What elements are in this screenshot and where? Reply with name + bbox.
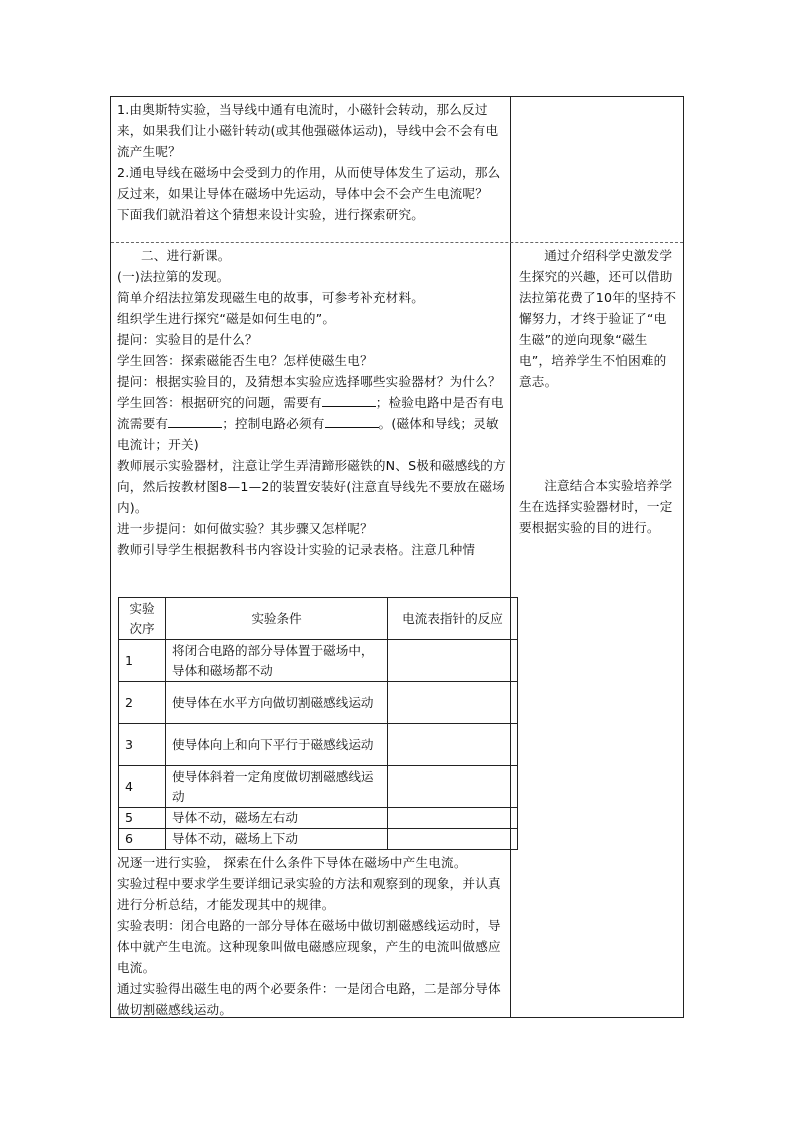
table-row [119, 640, 518, 682]
note-text: 通过介绍科学史激发学生探究的兴趣，还可以借助法拉第花费了10年的坚持不懈努力，才终于验证了“电生磁”的逆向现象“磁生电”，培养学生不怕困难的意志。 [519, 248, 677, 389]
row-condition: 使导体在水平方向做切割磁感线运动 [166, 682, 388, 724]
row-reaction [388, 808, 518, 829]
header-order: 实验次序 [119, 598, 166, 640]
row-number: 4 [119, 766, 166, 808]
row-number: 6 [119, 829, 166, 850]
table-row [119, 766, 518, 808]
table-row [119, 682, 518, 724]
table-row [119, 829, 518, 850]
conclusion-text [117, 852, 509, 1020]
lesson-paragraph: 通过实验得出磁生电的两个必要条件：一是闭合电路，二是部分导体做切割磁感线运动。 [117, 981, 501, 1017]
intro-question-1: 1.由奥斯特实验，当导线中通有电流时，小磁针会转动，那么反过来，如果我们让小磁针转动(或其他强磁体运动)，导线中会不会有电流产生呢？ [117, 102, 499, 159]
row-reaction [388, 724, 518, 766]
table-row [119, 808, 518, 829]
row-divider [111, 242, 683, 243]
lesson-plan-table [110, 96, 684, 1018]
lesson-paragraph: 简单介绍法拉第发现磁生电的故事，可参考补充材料。 [117, 290, 425, 305]
fill-blank-1 [322, 394, 376, 407]
column-divider [510, 97, 511, 1017]
answer-text-c: ；控制电路必须有 [222, 416, 325, 431]
subsection-heading: (一)法拉第的发现。 [117, 269, 230, 284]
answer-text-d: 。(磁体和导线；灵敏电流计；开关) [117, 416, 499, 452]
student-answer: 学生回答：探索磁能否生电？怎样使磁生电？ [117, 353, 373, 368]
row-reaction [388, 640, 518, 682]
row-reaction [388, 829, 518, 850]
row-condition: 使导体向上和向下平行于磁感线运动 [166, 724, 388, 766]
teaching-note [519, 475, 677, 538]
lesson-question: 进一步提问：如何做实验？其步骤又怎样呢？ [117, 521, 373, 536]
fill-blank-3 [325, 415, 379, 428]
lesson-paragraph: 组织学生进行探究“磁是如何生电的”。 [117, 311, 336, 326]
row-reaction [388, 682, 518, 724]
intro-question-2: 2.通电导线在磁场中会受到力的作用，从而使导体发生了运动，那么反过来，如果让导体在磁场中先运动，导体中会不会产生电流呢？ [117, 165, 501, 201]
header-condition: 实验条件 [166, 598, 388, 640]
row-condition: 导体不动，磁场上下动 [166, 829, 388, 850]
answer-text-a: 学生回答：根据研究的问题，需要有 [117, 395, 322, 410]
row-condition: 将闭合电路的部分导体置于磁场中，导体和磁场都不动 [166, 640, 388, 682]
row-condition: 使导体斜着一定角度做切割磁感线运动 [166, 766, 388, 808]
fill-blank-2 [168, 415, 222, 428]
row-number: 1 [119, 640, 166, 682]
row-number: 3 [119, 724, 166, 766]
intro-cell [117, 99, 509, 225]
note-text: 注意结合本实验培养学生在选择实验器材时，一定要根据实验的目的进行。 [519, 478, 673, 535]
experiment-record-table [118, 597, 518, 850]
student-answer-fill-blank [117, 392, 509, 455]
intro-closing: 下面我们就沿着这个猜想来设计实验，进行探索研究。 [117, 207, 425, 222]
row-condition: 导体不动，磁场左右动 [166, 808, 388, 829]
new-lesson-cell [117, 245, 509, 560]
lesson-paragraph: 实验过程中要求学生要详细记录实验的方法和观察到的现象，并认真进行分析总结，才能发现其中的规律。 [117, 876, 501, 912]
lesson-paragraph: 教师引导学生根据教科书内容设计实验的记录表格。注意几种情 [117, 542, 476, 557]
teaching-note [519, 245, 677, 392]
table-row [119, 724, 518, 766]
header-reaction: 电流表指针的反应 [388, 598, 518, 640]
lesson-paragraph: 况逐一进行实验， 探索在什么条件下导体在磁场中产生电流。 [117, 855, 467, 870]
table-header-row [119, 598, 518, 640]
lesson-paragraph: 教师展示实验器材，注意让学生弄清蹄形磁铁的N、S极和磁感线的方向，然后按教材图8—1—2的装置安装好(注意直导线先不要放在磁场内)。 [117, 458, 506, 515]
row-reaction [388, 766, 518, 808]
row-number: 2 [119, 682, 166, 724]
answer-text-b: ；检验电路中是否有电流需要有 [117, 395, 504, 431]
lesson-question: 提问：实验目的是什么？ [117, 332, 258, 347]
section-heading: 二、进行新课。 [141, 248, 231, 263]
lesson-question: 提问：根据实验目的，及猜想本实验应选择哪些实验器材？为什么？ [117, 374, 501, 389]
row-number: 5 [119, 808, 166, 829]
lesson-paragraph: 实验表明：闭合电路的一部分导体在磁场中做切割磁感线运动时，导体中就产生电流。这种现象叫做电磁感应现象，产生的电流叫做感应电流。 [117, 918, 501, 975]
